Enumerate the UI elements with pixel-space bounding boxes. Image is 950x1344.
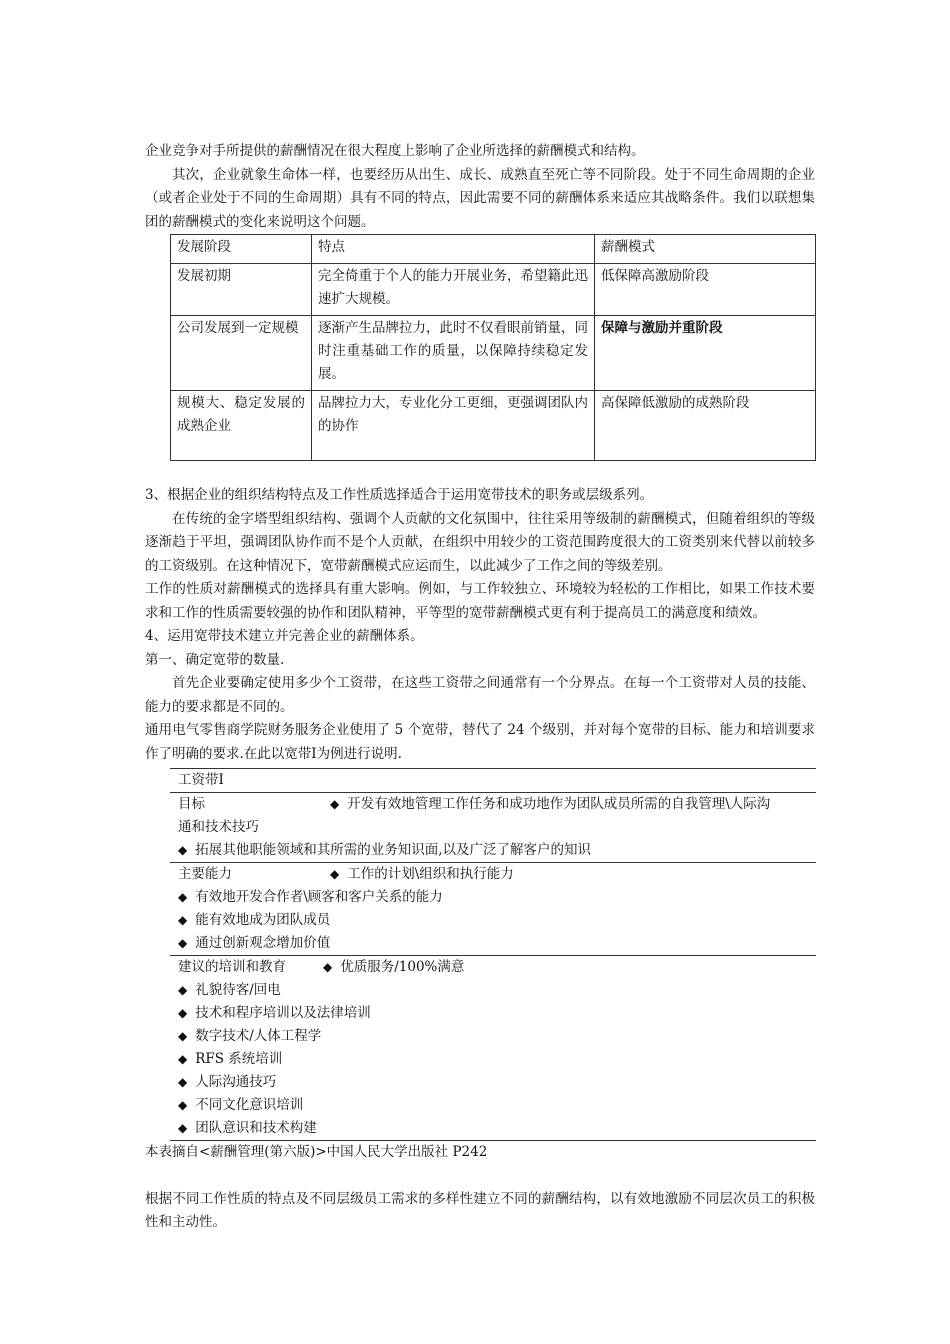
table-row <box>171 316 816 391</box>
diamond-bullet-icon: ◆ <box>178 1121 188 1135</box>
diamond-bullet-icon: ◆ <box>178 1052 188 1066</box>
goal-item-continued: 通和技术技巧 <box>178 819 259 835</box>
goal-item: 开发有效地管理工作任务和成功地作为团队成员所需的自我管理\人际沟 <box>347 796 771 812</box>
training-list-item: ◆ 人际沟通技巧 <box>178 1074 277 1090</box>
ability-list-item: ◆ 有效地开发合作者\顾客和客户关系的能力 <box>178 889 443 905</box>
pay-band-table <box>170 768 816 1141</box>
training-label: 建议的培训和教育 <box>178 959 286 975</box>
goal-list-item: ◆ 拓展其他职能领域和其所需的业务知识面,以及广泛了解客户的知识 <box>178 842 592 858</box>
ability-list-item: ◆ 通过创新观念增加价值 <box>178 935 331 951</box>
training-item: 优质服务/100%满意 <box>340 959 465 975</box>
diamond-bullet-icon: ◆ <box>178 1006 188 1020</box>
header-feature: 特点 <box>312 235 595 264</box>
section3-paragraph-1: 在传统的金字塔型组织结构、强调个人贡献的文化氛围中，往往采用等级制的薪酬模式，但随着组织的等级逐渐趋于平坦，强调团队协作而不是个人贡献，在组织中用较少的工资范围跨度很大的工资类别来代替以前较多的工资级别。在这种情况下，宽带薪酬模式应运而生，以此减少了工作之间的等级差别。 <box>145 510 815 574</box>
diamond-bullet-icon: ◆ <box>178 936 188 950</box>
lifecycle-table <box>170 234 816 461</box>
closing-paragraph: 根据不同工作性质的特点及不同层级员工需求的多样性建立不同的薪酬结构，以有效地激励不同层次员工的积极性和主动性。 <box>145 1190 815 1230</box>
cell-stage: 发展初期 <box>171 264 312 316</box>
cell-feature: 完全倚重于个人的能力开展业务，希望籍此迅速扩大规模。 <box>312 264 595 316</box>
goal-label: 目标 <box>178 796 205 812</box>
section4-subheading: 第一、确定宽带的数量. <box>145 651 285 668</box>
ability-list-item: ◆ 能有效地成为团队成员 <box>178 912 331 928</box>
diamond-bullet-icon: ◆ <box>178 1029 188 1043</box>
section4-paragraph-2: 通用电气零售商学院财务服务企业使用了 5 个宽带，替代了 24 个级别，并对每个宽带的目标、能力和培训要求作了明确的要求.在此以宽带Ⅰ为例进行说明. <box>145 722 815 762</box>
training-list-item: ◆ 数字技术/人体工程学 <box>178 1028 322 1044</box>
diamond-bullet-icon: ◆ <box>330 867 340 881</box>
cell-mode: 低保障高激励阶段 <box>595 264 816 316</box>
training-list-item: ◆ 不同文化意识培训 <box>178 1097 304 1113</box>
intro-paragraph-1: 企业竞争对手所提供的薪酬情况在很大程度上影响了企业所选择的薪酬模式和结构。 <box>145 143 645 159</box>
training-list-item: ◆ 团队意识和技术构建 <box>178 1120 317 1136</box>
training-list-item: ◆ 礼貌待客/回电 <box>178 982 281 998</box>
table-row <box>171 391 816 461</box>
cell-stage: 规模大、稳定发展的成熟企业 <box>171 391 312 461</box>
cell-mode: 高保障低激励的成熟阶段 <box>595 391 816 461</box>
section3-heading: 3、根据企业的组织结构特点及工作性质选择适合于运用宽带技术的职务或层级系列。 <box>145 487 654 503</box>
band-title: 工资带Ⅰ <box>178 772 224 788</box>
diamond-bullet-icon: ◆ <box>178 1075 188 1089</box>
section3-paragraph-2: 工作的性质对薪酬模式的选择具有重大影响。例如，与工作较独立、环境较为轻松的工作相比，如果工作技术要求和工作的性质需要较强的协作和团队精神，平等型的宽带薪酬模式更有利于提高员工的满意度和绩效。 <box>145 581 815 621</box>
ability-item: 工作的计划\组织和执行能力 <box>347 866 514 882</box>
diamond-bullet-icon: ◆ <box>178 843 188 857</box>
cell-feature: 品牌拉力大，专业化分工更细，更强调团队内的协作 <box>312 391 595 461</box>
document-page <box>145 140 815 1235</box>
cell-mode: 保障与激励并重阶段 <box>595 316 816 391</box>
training-list-item: ◆ 技术和程序培训以及法律培训 <box>178 1005 371 1021</box>
band-title-section <box>170 769 816 792</box>
header-stage: 发展阶段 <box>171 235 312 264</box>
band-ability-section <box>170 862 816 955</box>
ability-label: 主要能力 <box>178 866 232 882</box>
diamond-bullet-icon: ◆ <box>178 890 188 904</box>
training-list-item: ◆ RFS 系统培训 <box>178 1051 283 1067</box>
source-note: 本表摘自<薪酬管理(第六版)>中国人民大学出版社 P242 <box>145 1144 488 1160</box>
cell-stage: 公司发展到一定规模 <box>171 316 312 391</box>
diamond-bullet-icon: ◆ <box>178 913 188 927</box>
diamond-bullet-icon: ◆ <box>323 960 333 974</box>
diamond-bullet-icon: ◆ <box>178 1098 188 1112</box>
header-mode: 薪酬模式 <box>595 235 816 264</box>
section4-heading: 4、运用宽带技术建立并完善企业的薪酬体系。 <box>145 628 424 644</box>
diamond-bullet-icon: ◆ <box>178 983 188 997</box>
intro-paragraph-2: 其次，企业就象生命体一样，也要经历从出生、成长、成熟直至死亡等不同阶段。处于不同生命周期的企业（或者企业处于不同的生命周期）具有不同的特点，因此需要不同的薪酬体系来适应其战略条件。我们以联想集团的薪酬模式的变化来说明这个问题。 <box>145 166 815 230</box>
band-goal-section <box>170 792 816 862</box>
cell-feature: 逐渐产生品牌拉力，此时不仅看眼前销量，同时注重基础工作的质量，以保障持续稳定发展。 <box>312 316 595 391</box>
band-training-section <box>170 955 816 1140</box>
table-row <box>171 264 816 316</box>
section4-paragraph-1: 首先企业要确定使用多少个工资带，在这些工资带之间通常有一个分界点。在每一个工资带对人员的技能、能力的要求都是不同的。 <box>145 675 815 715</box>
table-header-row <box>171 235 816 264</box>
diamond-bullet-icon: ◆ <box>330 797 340 811</box>
